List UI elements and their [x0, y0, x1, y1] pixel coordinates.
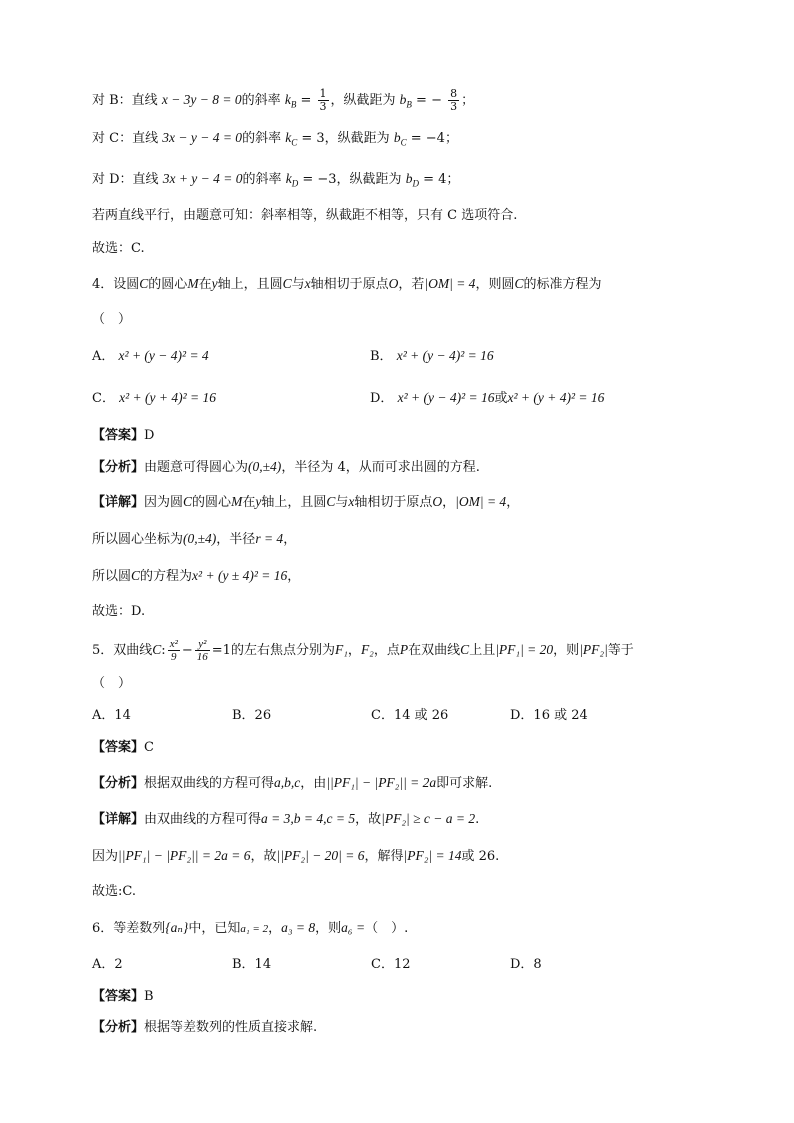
equation: a₃ = 8	[281, 920, 316, 935]
equals: =	[300, 93, 312, 108]
label: D．	[370, 391, 394, 406]
intercept-symbol: b	[393, 130, 401, 145]
text: 5．双曲线	[92, 643, 153, 658]
detail-tag: 【详解】	[92, 812, 145, 827]
label: B．	[370, 349, 393, 364]
answer-blank: （ ）	[92, 676, 132, 691]
q4-stem	[92, 275, 601, 294]
q5-stem	[92, 638, 634, 663]
var: M	[187, 276, 199, 291]
denominator: 9	[171, 651, 177, 663]
text: 的斜率	[241, 93, 281, 108]
q4-analysis	[92, 458, 480, 477]
answer-tag: 【答案】	[92, 740, 145, 755]
slope-symbol: k	[285, 171, 292, 186]
text: 根据等差数列的性质直接求解.	[144, 1020, 318, 1035]
q6-answer	[92, 988, 154, 1006]
q4-option-a	[92, 347, 209, 366]
answer-value: C	[144, 740, 154, 755]
expression: a₆ =	[341, 920, 366, 935]
text: ，半径	[216, 532, 256, 547]
subscript: B	[290, 99, 297, 110]
text: 在	[242, 495, 256, 510]
text: ，解得	[364, 849, 404, 864]
var: y	[255, 494, 262, 509]
equation: ||PF₁| − |PF₂|| = 2a = 6	[118, 848, 251, 863]
q4-option-b	[370, 347, 494, 366]
value: = 4	[423, 172, 447, 187]
equation: ||PF₁| − |PF₂|| = 2a	[326, 775, 437, 790]
subscript: D	[291, 178, 299, 189]
equation: a = 3,b = 4,c = 5	[261, 811, 356, 826]
analysis-tag: 【分析】	[92, 1020, 145, 1035]
text: 与	[291, 277, 305, 292]
q5-option-b: B．26	[232, 708, 272, 723]
q4-detail-3	[92, 567, 300, 586]
text: 轴相切于原点	[354, 495, 433, 510]
value: = −3	[302, 172, 337, 187]
numerator: 1	[319, 87, 327, 100]
q4-detail-2	[92, 530, 296, 549]
var: C	[183, 494, 193, 509]
option-b-analysis	[92, 88, 474, 114]
fraction-y2-16	[195, 638, 210, 663]
text: ；	[461, 93, 475, 108]
q4-answer	[92, 427, 154, 445]
equation: r = 4	[255, 531, 284, 546]
answer-choice: 故选:C.	[92, 884, 136, 899]
text: :	[161, 643, 166, 658]
text: 轴上，且圆	[261, 495, 327, 510]
text: ，若	[398, 277, 425, 292]
equation: |PF₁| = 20	[495, 642, 554, 657]
text: ，则圆	[475, 277, 515, 292]
var: C	[139, 276, 149, 291]
equation: x² + (y − 4)² = 4	[118, 348, 209, 363]
equation: 3x + y − 4 = 0	[162, 171, 243, 186]
point: (0,±4)	[183, 531, 217, 546]
subscript: C	[291, 137, 298, 148]
answer-value: D	[144, 428, 155, 443]
equation: x² + (y + 4)² = 16	[507, 390, 605, 405]
text: 所以圆心坐标为	[92, 532, 184, 547]
answer-blank: （ ）	[92, 312, 132, 327]
denominator: 3	[319, 100, 327, 113]
equation: x² + (y ± 4)² = 16	[192, 568, 288, 583]
var: M	[231, 494, 243, 509]
sequence: {aₙ}	[165, 920, 189, 935]
expression: |PF₂|	[579, 642, 608, 657]
var: F₂	[360, 642, 374, 657]
equation: |OM| = 4	[455, 494, 507, 509]
var: P	[399, 642, 409, 657]
equals-minus: = −	[416, 93, 442, 108]
q6-stem	[92, 919, 408, 938]
option-c-analysis	[92, 129, 458, 152]
text: ，纵截距为	[324, 131, 390, 146]
analysis-tag: 【分析】	[92, 776, 145, 791]
q5-detail	[92, 810, 479, 829]
equation: 3x − y − 4 = 0	[162, 130, 243, 145]
var: C	[131, 568, 141, 583]
minus: −	[181, 643, 193, 658]
q4-option-d	[370, 389, 604, 408]
value: = 3	[301, 131, 325, 146]
answer-value: B	[144, 989, 154, 1004]
denominator: 3	[450, 100, 458, 113]
equation: x² + (y − 4)² = 16	[396, 348, 494, 363]
denominator: 16	[196, 651, 208, 663]
text: ，则	[553, 643, 580, 658]
slope-symbol: k	[284, 92, 291, 107]
numerator: 8	[450, 87, 458, 100]
numerator: x²	[169, 638, 178, 650]
text: 或	[494, 391, 508, 406]
q4-option-c	[92, 389, 216, 408]
var: C	[326, 494, 336, 509]
answer-choice: 故选：D.	[92, 604, 146, 619]
q6-option-a: A．2	[92, 957, 123, 972]
subscript: B	[406, 99, 412, 110]
option-d-analysis	[92, 170, 459, 193]
q5-option-a: A．14	[92, 708, 131, 723]
q6-analysis	[92, 1019, 317, 1037]
detail-tag: 【详解】	[92, 495, 145, 510]
text: 4．设圆	[92, 277, 140, 292]
text: 即可求解.	[436, 776, 493, 791]
answer-blank: （ ）.	[365, 921, 409, 936]
q6-option-b: B．14	[232, 957, 272, 972]
equation: a₁ = 2	[240, 923, 269, 935]
text: ，故	[250, 849, 277, 864]
equation: x − 3y − 8 = 0	[161, 92, 242, 107]
answer-tag: 【答案】	[92, 428, 145, 443]
var: x	[348, 494, 355, 509]
text: 由题意可得圆心为	[144, 460, 249, 475]
label: C．	[92, 391, 115, 406]
equation: x² + (y − 4)² = 16	[397, 390, 495, 405]
point: (0,±4)	[248, 459, 282, 474]
label: A．	[92, 349, 115, 364]
equation: |PF₂| = 14	[403, 848, 462, 863]
text: ，	[268, 921, 282, 936]
text: 的圆心	[148, 277, 188, 292]
var: C	[514, 276, 524, 291]
intercept-symbol: b	[399, 92, 407, 107]
text: ，	[283, 532, 297, 547]
text: 等于	[607, 643, 634, 658]
text: ，点	[373, 643, 400, 658]
text: 轴相切于原点	[310, 277, 389, 292]
equation: x² + (y + 4)² = 16	[119, 390, 216, 405]
text: 对 C：直线	[92, 131, 159, 146]
fraction-one-third	[318, 88, 329, 113]
text: ，	[506, 495, 520, 510]
var: O	[388, 276, 399, 291]
text: ，由	[300, 776, 327, 791]
intercept-symbol: b	[405, 171, 413, 186]
text: 与	[335, 495, 349, 510]
q5-answer	[92, 739, 154, 757]
text: ，	[347, 643, 361, 658]
slope-symbol: k	[285, 130, 292, 145]
equals: =1	[211, 643, 231, 658]
analysis-tag: 【分析】	[92, 460, 145, 475]
equation: |OM| = 4	[424, 276, 476, 291]
var: y	[211, 276, 218, 291]
fraction-x2-9	[168, 638, 180, 663]
text: 上且	[469, 643, 496, 658]
text: 的左右焦点分别为	[230, 643, 335, 658]
var: C	[282, 276, 292, 291]
q6-option-c: C．12	[371, 957, 411, 972]
numerator: y²	[195, 638, 210, 651]
text: ，纵截距为	[330, 93, 396, 108]
text: ，故	[355, 812, 382, 827]
text: 在双曲线	[408, 643, 461, 658]
value: = −4	[410, 131, 445, 146]
text: 的标准方程为	[523, 277, 602, 292]
text: 根据双曲线的方程可得	[144, 776, 275, 791]
var: F₁	[334, 642, 348, 657]
text: ；	[444, 131, 458, 146]
text: 由双曲线的方程可得	[144, 812, 262, 827]
text: ；	[446, 172, 460, 187]
text: ，则	[315, 921, 342, 936]
var: O	[432, 494, 443, 509]
text: 6．等差数列	[92, 921, 166, 936]
q5-option-c: C．14 或 26	[371, 708, 449, 723]
text: 轴上，且圆	[217, 277, 283, 292]
q5-option-d: D．16 或 24	[510, 708, 588, 723]
subscript: C	[400, 137, 407, 148]
q4-detail	[92, 493, 519, 512]
answer-choice: 故选：C.	[92, 241, 145, 256]
text: ，半径为 4，从而可求出圆的方程.	[281, 460, 480, 475]
var: x	[304, 276, 311, 291]
conclusion-text: 若两直线平行，由题意可知：斜率相等，纵截距不相等，只有 C 选项符合.	[92, 208, 518, 223]
text: 中，已知	[188, 921, 241, 936]
text: 因为圆	[144, 495, 184, 510]
text: ，	[287, 569, 301, 584]
q5-analysis	[92, 774, 492, 793]
var: C	[152, 642, 162, 657]
text: 或 26.	[461, 849, 500, 864]
text: 对 D：直线	[92, 172, 159, 187]
text: 的斜率	[242, 172, 282, 187]
q5-detail-2	[92, 847, 499, 866]
var: C	[460, 642, 470, 657]
fraction-eight-thirds	[448, 88, 459, 113]
answer-tag: 【答案】	[92, 989, 145, 1004]
text: 的方程为	[140, 569, 193, 584]
equation: ||PF₂| − 20| = 6	[276, 848, 365, 863]
text: .	[475, 812, 480, 827]
text: 所以圆	[92, 569, 132, 584]
text: ，纵截距为	[336, 172, 402, 187]
text: 因为	[92, 849, 119, 864]
text: 对 B：直线	[92, 93, 158, 108]
text: 的圆心	[192, 495, 232, 510]
text: 的斜率	[242, 131, 282, 146]
text: ，	[442, 495, 456, 510]
inequality: |PF₂| ≥ c − a = 2	[381, 811, 476, 826]
q6-option-d: D．8	[510, 957, 542, 972]
vars: a,b,c	[274, 775, 301, 790]
subscript: D	[412, 178, 419, 189]
text: 在	[198, 277, 212, 292]
